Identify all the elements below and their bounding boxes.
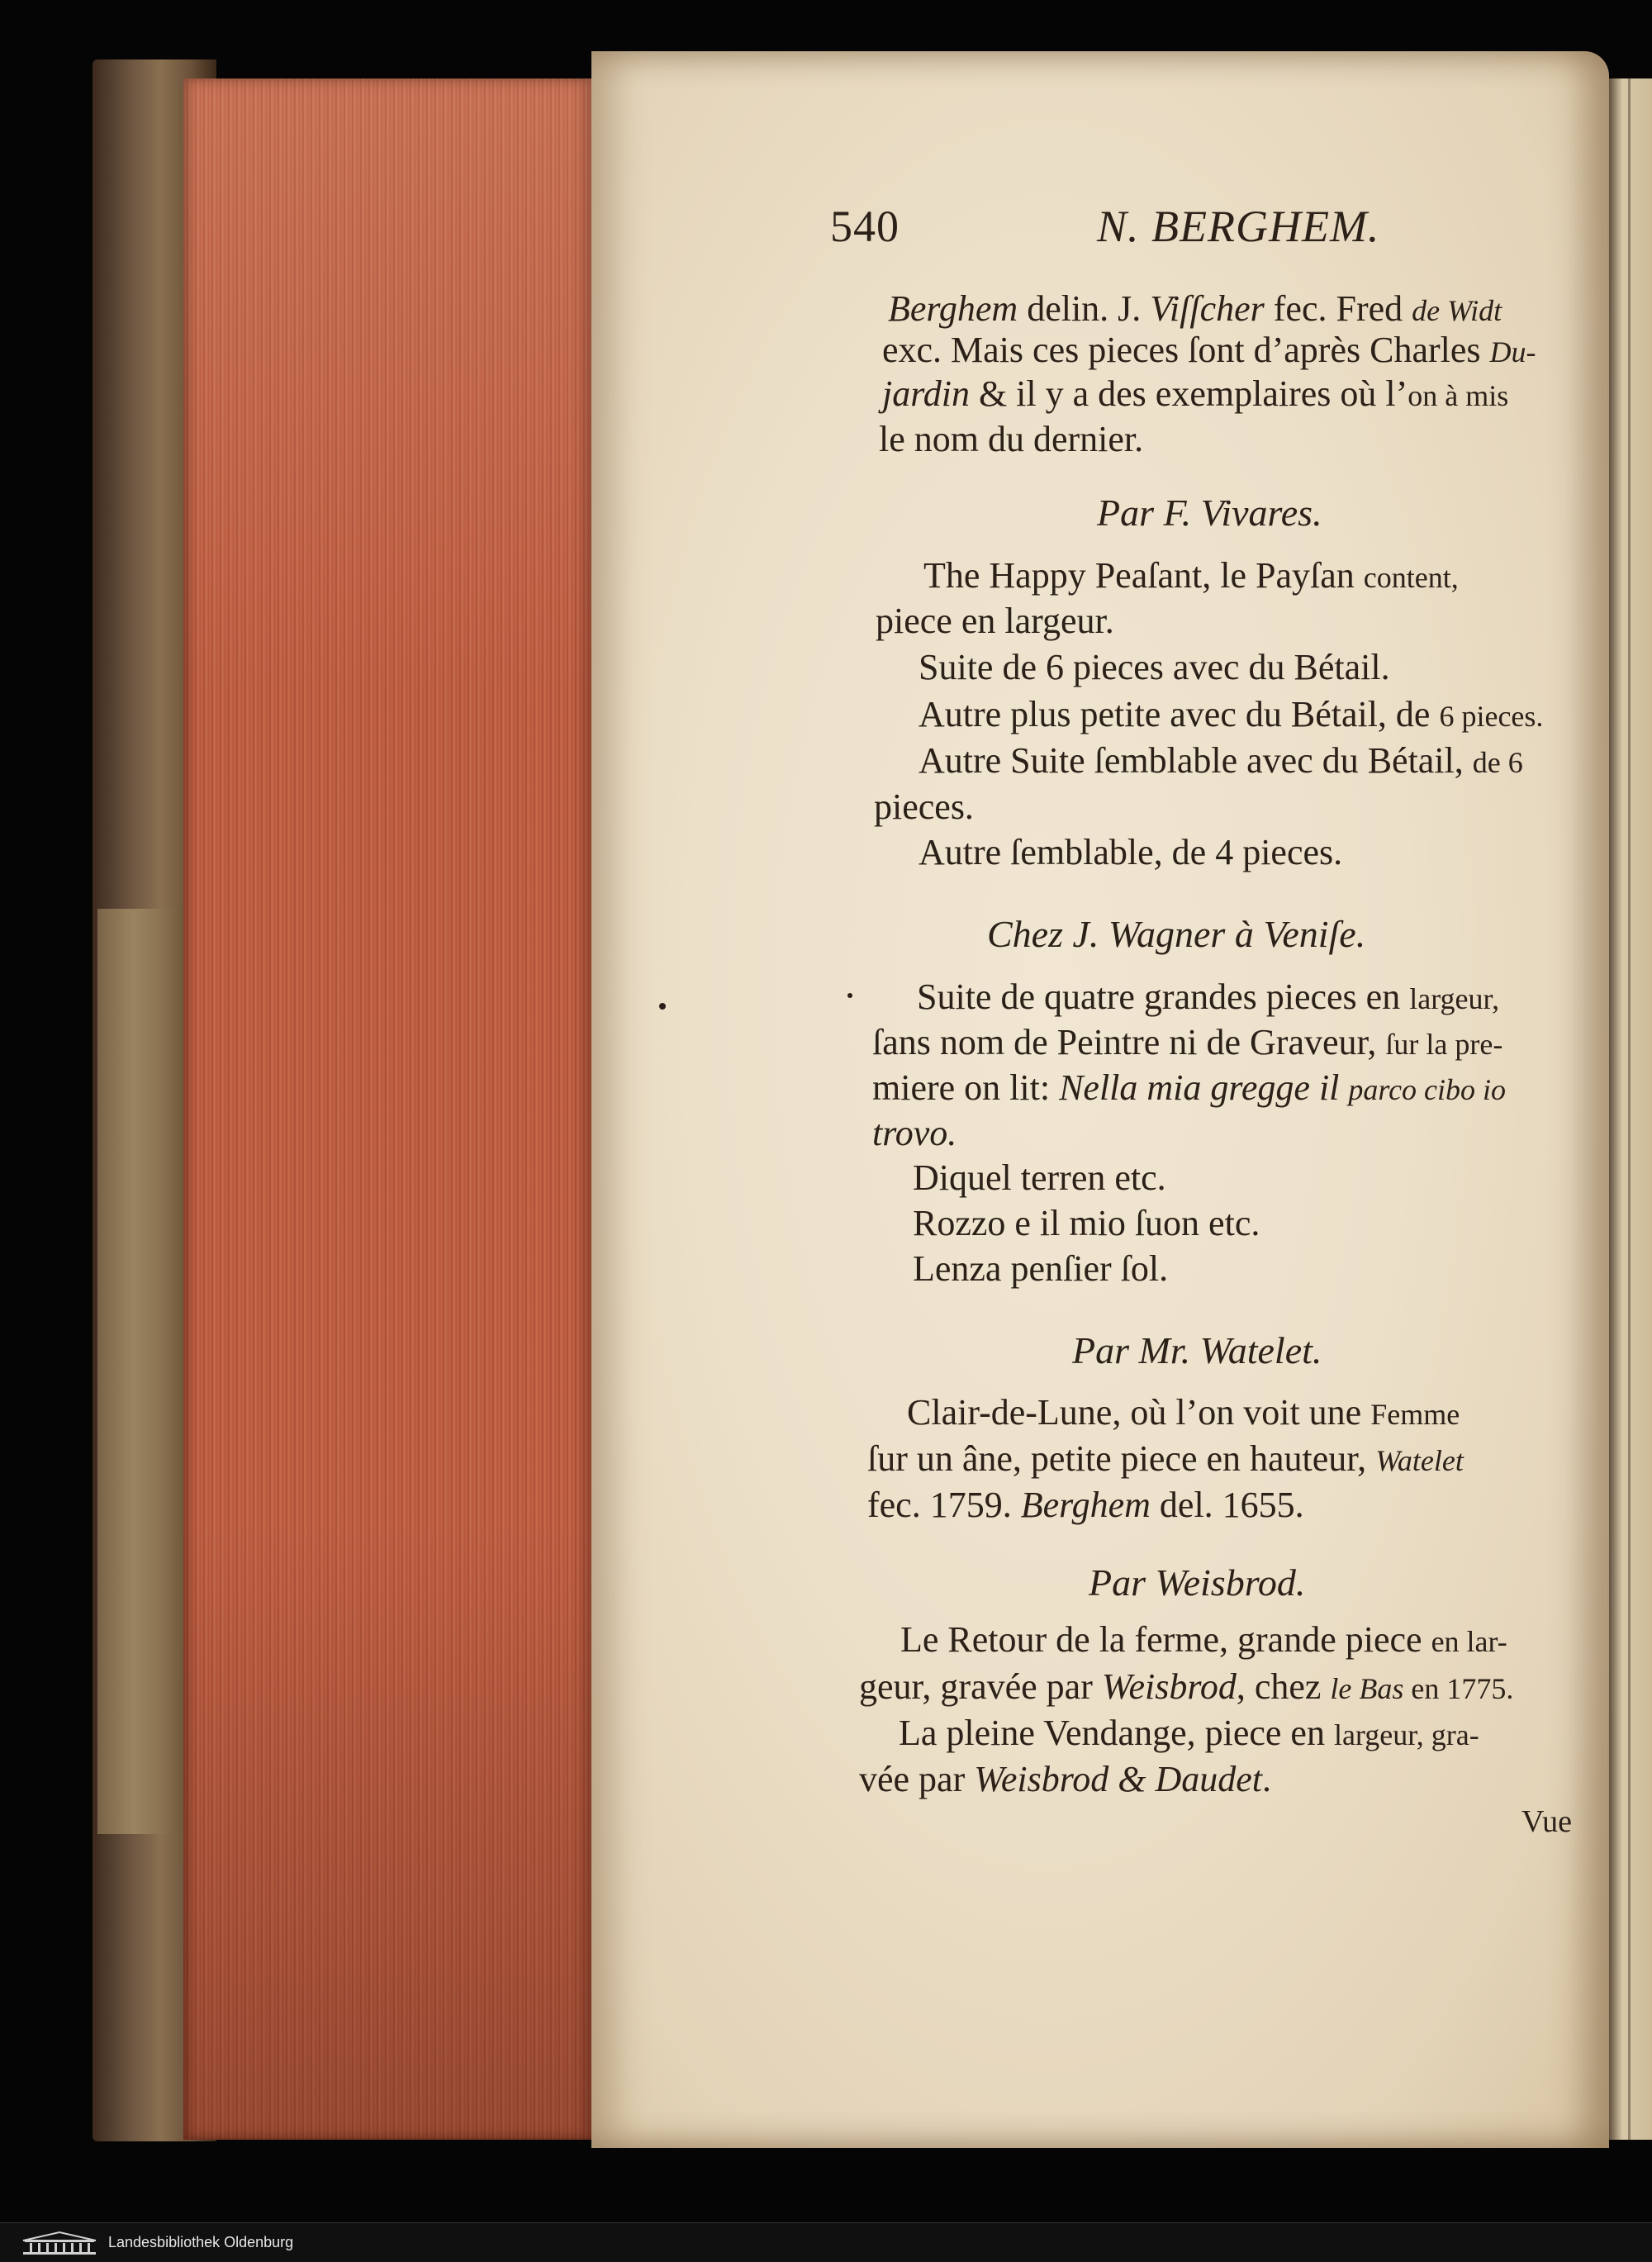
text-line: Autre ſemblable, de 4 pieces. — [919, 832, 1343, 872]
text-line: Berghem delin. J. Viſſcher fec. Fred de Widt — [888, 288, 1502, 329]
section-heading: Par Mr. Watelet. — [1072, 1329, 1322, 1371]
library-footer — [0, 2222, 1652, 2262]
text-line: le nom du dernier. — [879, 419, 1144, 459]
text-line: Clair-de-Lune, où l’on voit une Femme — [907, 1392, 1460, 1433]
text-line: Diquel terren etc. — [913, 1157, 1166, 1198]
library-name: Landesbibliothek Oldenburg — [108, 2234, 294, 2250]
catchword: Vue — [1521, 1804, 1573, 1839]
text-line: Rozzo e il mio ſuon etc. — [913, 1203, 1260, 1243]
section-heading: Par F. Vivares. — [1097, 492, 1322, 534]
text-line: fec. 1759. Berghem del. 1655. — [867, 1485, 1304, 1525]
text-line: exc. Mais ces pieces ſont d’après Charles Du- — [882, 330, 1536, 370]
text-line: ſur un âne, petite piece en hauteur, Watelet — [867, 1438, 1464, 1479]
text-line: The Happy Peaſant, le Payſan content, — [923, 555, 1459, 596]
page-number: 540 — [830, 202, 900, 251]
section-heading: Par Weisbrod. — [1089, 1561, 1306, 1604]
text-line: vée par Weisbrod & Daudet. — [859, 1759, 1271, 1799]
facing-page-edge — [1607, 78, 1652, 2140]
text-line: jardin & il y a des exemplaires où l’on à mis — [882, 373, 1509, 414]
text-line: Suite de 6 pieces avec du Bétail. — [919, 647, 1390, 687]
paper-speck — [659, 1003, 666, 1010]
paper-speck — [847, 993, 852, 998]
section-heading: Chez J. Wagner à Veniſe. — [987, 913, 1366, 955]
cover-leather-strip — [97, 909, 188, 1834]
text-line: Autre plus petite avec du Bétail, de 6 pieces. — [919, 694, 1544, 734]
text-line: pieces. — [874, 786, 974, 827]
text-line: Autre Suite ſemblable avec du Bétail, de 6 — [919, 740, 1523, 781]
text-line: Suite de quatre grandes pieces en largeur, — [917, 977, 1500, 1017]
text-line: Le Retour de la ferme, grande piece en lar- — [900, 1619, 1507, 1660]
text-line: ſans nom de Peintre ni de Graveur, ſur la pre- — [872, 1022, 1503, 1062]
library-building-icon — [18, 2231, 101, 2255]
text-line: trovo. — [872, 1113, 957, 1153]
text-line: Lenza penſier ſol. — [913, 1248, 1169, 1289]
text-line: geur, gravée par Weisbrod, chez le Bas en 1775. — [859, 1666, 1514, 1707]
running-title: N. BERGHEM. — [1097, 202, 1380, 251]
text-line: piece en largeur. — [876, 601, 1114, 641]
page-edges-red — [183, 78, 595, 2140]
text-line: miere on lit: Nella mia gregge il parco cibo io — [872, 1067, 1507, 1108]
text-line: La pleine Vendange, piece en largeur, gra- — [899, 1713, 1479, 1753]
